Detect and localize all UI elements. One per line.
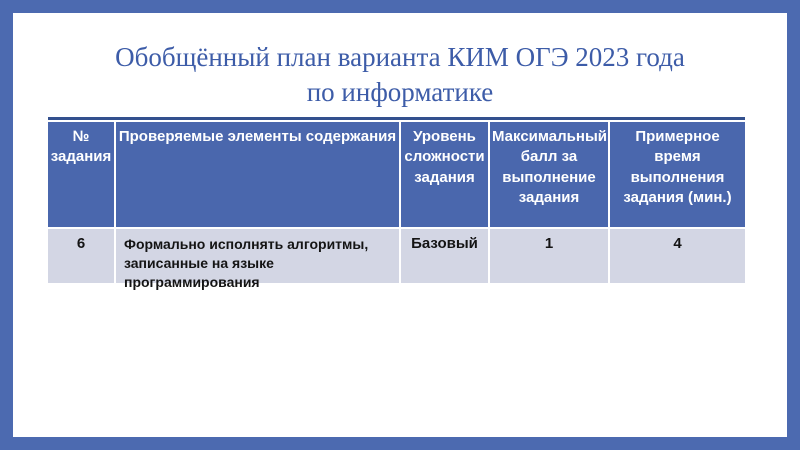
page-title-line-1: Обобщённый план варианта КИМ ОГЭ 2023 года <box>115 42 685 72</box>
exam-plan-table <box>48 117 745 290</box>
header-difficulty-level: Уровень сложности задания <box>401 122 488 227</box>
header-task-number: № задания <box>48 122 114 227</box>
page-title <box>13 40 787 109</box>
cell-difficulty-level: Базовый <box>401 229 488 283</box>
cell-content-elements: Формально исполнять алгоритмы, записанные на языке программирования <box>116 229 399 283</box>
table-grid <box>48 122 745 290</box>
header-time: Примерное время выполнения задания (мин.) <box>610 122 745 227</box>
cell-max-score: 1 <box>490 229 608 283</box>
header-max-score: Максимальный балл за выполнение задания <box>490 122 608 227</box>
page-title-line-2: по информатике <box>306 76 494 107</box>
cell-time: 4 <box>610 229 745 283</box>
table-top-border <box>48 117 745 120</box>
header-content-elements: Проверяемые элементы содержания <box>116 122 399 227</box>
cell-task-number: 6 <box>48 229 114 283</box>
